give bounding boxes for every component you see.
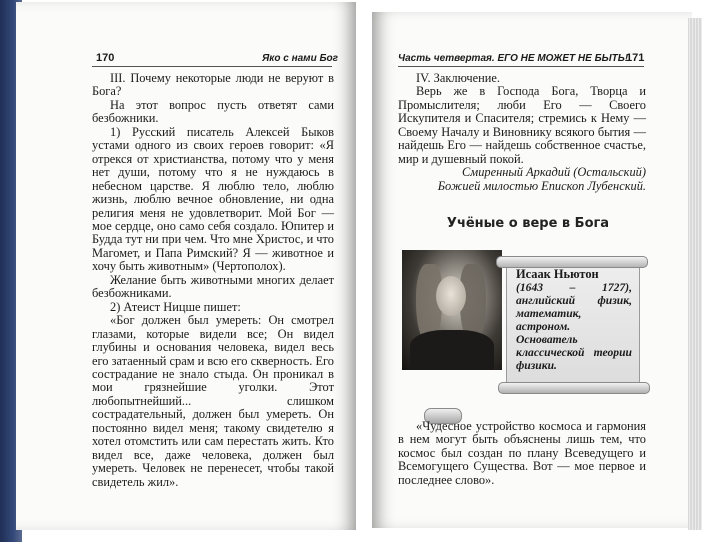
left-paragraph: 2) Атеист Ницше пишет: xyxy=(110,299,241,314)
scroll-text xyxy=(516,268,632,372)
portrait-face xyxy=(436,276,466,316)
signature-line: Божией милостью Епископ Лубенский. xyxy=(437,178,646,193)
left-paragraph: Желание быть животными многих делает безбожниками. xyxy=(92,272,334,301)
left-paragraph: III. Почему некоторые люди не веруют в Бога? xyxy=(92,71,334,99)
left-paragraph: На этот вопрос пусть ответят сами безбожники. xyxy=(92,97,334,126)
right-paragraph: IV. Заключение. xyxy=(416,71,500,85)
right-running-header: Часть четвертая. ЕГО НЕ МОЖЕТ НЕ БЫТЬ! xyxy=(398,53,629,64)
newton-quote: «Чудесное устройство космоса и гармония в нем могут быть объяснены лишь тем, что космос был создан по плану Всеведущего и Всемогущего Существа. Вот — мое первое и последнее слово». xyxy=(398,419,646,487)
left-paragraph: 1) Русский писатель Алексей Быков устами одного из своих героев говорит: «Я отрекся от христианства, потому что у меня нет души, потому что я не нуждаюсь в небесном царстве. Я люблю тело, люблю жизнь, люблю вечное обновление, ни одна религия меня не удовлетворит. Мой Бог — мое сердце, оно само себя создало. Юпитер и Будда тут ни при чем. Что мне Христос, и что Магомет, и Папа Римский? Я — животное и хочу быть животным» (Чертополох). xyxy=(92,124,334,274)
scientist-bio: (1643 – 1727), английский физик, математик, астроном. Основатель классической теории физики. xyxy=(516,281,632,372)
right-page-number: 171 xyxy=(626,52,645,64)
right-paragraph: Верь же в Господа Бога, Творца и Промыслителя; люби Его — Своего Искупителя и Спасителя; стремись к Нему — Своему Началу и Виновнику всякого бытия — найдешь Его — найдешь собственное счастье, мир и душевный покой. xyxy=(398,84,646,166)
left-paragraph: «Бог должен был умереть: Он смотрел глазами, которые видели все; Он видел глубины и основания человека, видел весь его затаенный срам и всю его скверность. Его сострадание не знало стыда. Он проникал в мои грязнейшие уголки. Этот любопытнейший... слишком сострадательный, должен был умереть. Он постоянно видел меня; такому свидетелю я хотел отомстить или сам перестать жить. Кто видел все, даже человека, должен был умереть. Человек не перенесет, чтобы такой свидетель жил». xyxy=(92,313,335,489)
left-running-header: Яко с нами Бог xyxy=(262,53,338,64)
left-page-number: 170 xyxy=(96,52,115,64)
left-header-rule xyxy=(92,66,332,67)
quote-block xyxy=(398,420,646,487)
section-title: Учёные о вере в Бога xyxy=(446,216,610,231)
right-text-column xyxy=(398,72,646,193)
portrait-coat xyxy=(410,330,494,370)
newton-portrait xyxy=(402,250,502,370)
scroll-roll-bottom xyxy=(498,382,650,394)
page-edges xyxy=(688,18,702,530)
signature-line: Смиренный Аркадий (Остальский) xyxy=(462,165,646,180)
left-text-column xyxy=(92,72,334,489)
right-header-rule xyxy=(398,66,644,67)
scientist-name: Исаак Ньютон xyxy=(516,267,599,281)
